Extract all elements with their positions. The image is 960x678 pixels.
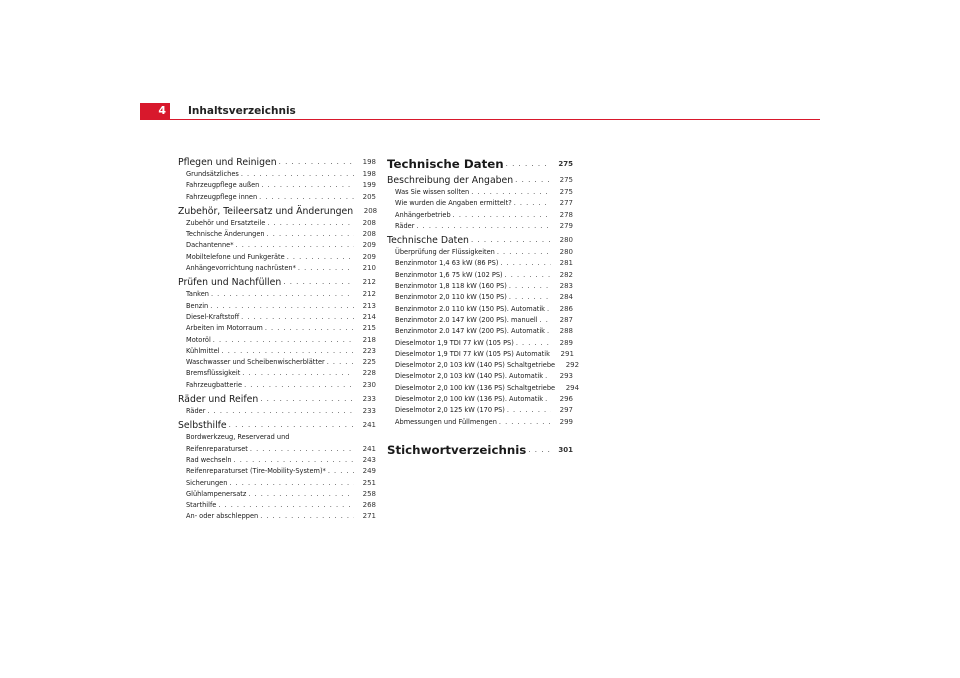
dot-leader: [241, 312, 354, 323]
toc-page-number: 297: [559, 406, 573, 415]
page-title: Inhaltsverzeichnis: [188, 105, 296, 117]
dot-leader: [471, 234, 551, 247]
toc-entry[interactable]: [387, 281, 573, 292]
toc-entry[interactable]: [178, 335, 376, 346]
toc-page-number: 288: [559, 327, 573, 336]
toc-page-number: 251: [362, 478, 376, 487]
spacer: [387, 428, 573, 440]
toc-entry[interactable]: [387, 405, 573, 416]
dot-leader: [516, 338, 551, 349]
toc-entry-label: Dieselmotor 2,0 100 kW (136 PS). Automatik: [395, 395, 544, 404]
toc-entry[interactable]: [178, 263, 376, 274]
toc-chapter-title: Stichwortverzeichnis: [387, 442, 527, 457]
toc-entry-label: Wie wurden die Angaben ermittelt?: [395, 199, 512, 208]
toc-right-column: [387, 154, 580, 458]
toc-entry-label: Waschwasser und Scheibenwischerblätter: [186, 358, 325, 367]
toc-page-number: 198: [362, 158, 376, 166]
toc-entry-label: Benzinmotor 2.0 147 kW (200 PS). manuell: [395, 315, 538, 324]
toc-page-number: 299: [559, 417, 573, 426]
toc-entry-label: Rad wechseln: [186, 455, 232, 464]
toc-entry[interactable]: [178, 500, 376, 511]
toc-entry[interactable]: [387, 326, 573, 337]
toc-entry-label: Glühlampenersatz: [186, 489, 247, 498]
dot-leader: [279, 156, 354, 169]
toc-page-number: 198: [362, 170, 376, 178]
toc-entry[interactable]: [178, 489, 376, 500]
toc-entry-label: Starthilfe: [186, 501, 217, 510]
dot-leader: [267, 229, 354, 240]
toc-page-number: 205: [362, 192, 376, 201]
toc-entry[interactable]: [387, 292, 573, 303]
toc-entry[interactable]: [178, 240, 376, 251]
toc-section[interactable]: [178, 419, 376, 432]
toc-page-number: 209: [362, 252, 376, 261]
toc-entry-label: Diesel-Kraftstoff: [186, 312, 240, 321]
dot-leader: [242, 368, 354, 379]
dot-leader: [260, 511, 354, 522]
toc-page-number: 241: [362, 444, 376, 453]
dot-leader: [298, 263, 354, 274]
header-divider: [140, 119, 820, 120]
toc-page-number: 212: [362, 290, 376, 299]
toc-page-number: 214: [362, 312, 376, 321]
dot-leader: [545, 394, 551, 405]
dot-leader: [500, 258, 551, 269]
toc-entry[interactable]: [178, 406, 376, 417]
toc-entry-label: Zubehör und Ersatzteile: [186, 218, 266, 227]
toc-page-number: 296: [559, 395, 573, 404]
toc-entry-label: An- oder abschleppen: [186, 512, 259, 521]
toc-entry-label: Fahrzeugpflege außen: [186, 181, 260, 190]
toc-entry[interactable]: [178, 380, 376, 391]
dot-leader: [248, 489, 354, 500]
dot-leader: [241, 169, 354, 180]
toc-entry-label: Tanken: [186, 290, 209, 299]
toc-page-number: 281: [559, 259, 573, 268]
dot-leader: [222, 346, 355, 357]
toc-entry-label: Benzin: [186, 301, 209, 310]
toc-entry-label: Räder: [395, 221, 415, 230]
toc-entry-label: Fahrzeugbatterie: [186, 380, 243, 389]
toc-entry[interactable]: [387, 383, 580, 394]
toc-page-number: 249: [362, 467, 376, 476]
dot-leader: [250, 444, 354, 455]
toc-entry[interactable]: [387, 187, 573, 198]
toc-entry[interactable]: [387, 304, 573, 315]
toc-page-number: 280: [559, 236, 573, 245]
toc-page-number: 233: [362, 395, 376, 404]
toc-entry-label: Abmessungen und Füllmengen: [395, 417, 497, 426]
toc-entry[interactable]: [387, 247, 573, 258]
toc-entry[interactable]: [178, 455, 376, 466]
toc-entry[interactable]: [178, 478, 376, 489]
toc-entry[interactable]: [387, 371, 573, 382]
toc-chapter-technische-daten[interactable]: [387, 156, 573, 172]
toc-entry-label: Bremsflüssigkeit: [186, 369, 241, 378]
toc-page-number: 275: [559, 176, 573, 184]
toc-entry[interactable]: [178, 346, 376, 357]
dot-leader: [229, 419, 354, 432]
toc-page-number: 213: [362, 301, 376, 310]
dot-leader: [547, 304, 551, 315]
toc-page-number: 292: [565, 361, 580, 370]
toc-page-number: 241: [362, 421, 376, 430]
toc-entry[interactable]: [387, 349, 573, 360]
toc-entry-label: Anhängevorrichtung nachrüsten*: [186, 264, 296, 273]
toc-entry-label: Kühlmittel: [186, 346, 220, 355]
toc-entry-label: Dieselmotor 2,0 125 kW (170 PS): [395, 406, 505, 415]
toc-page-number: 280: [559, 248, 573, 257]
toc-page-number: 294: [565, 383, 580, 392]
toc-page-number: 208: [362, 218, 376, 227]
toc-entry[interactable]: [178, 192, 376, 203]
toc-entry-label: Reifenreparaturset: [186, 444, 248, 453]
toc-page-number: 277: [559, 199, 573, 208]
dot-leader: [499, 417, 551, 428]
toc-entry-label: Räder und Reifen: [178, 394, 259, 406]
toc-entry-label: Arbeiten im Motorraum: [186, 324, 263, 333]
toc-entry-label: Technische Daten: [387, 235, 469, 247]
toc-entry-label: Dieselmotor 2,0 103 kW (140 PS) Schaltgetriebe: [395, 361, 556, 370]
toc-page-number: 279: [559, 221, 573, 230]
toc-page-number: 293: [559, 372, 573, 381]
dot-leader: [509, 292, 551, 303]
toc-entry-label: Überprüfung der Flüssigkeiten: [395, 248, 495, 257]
toc-page-number: 282: [559, 270, 573, 279]
dot-leader: [267, 218, 354, 229]
toc-entry-label: Benzinmotor 2.0 110 kW (150 PS). Automatik: [395, 304, 546, 313]
dot-leader: [547, 326, 551, 337]
dot-leader: [236, 240, 355, 251]
page-header: [140, 103, 820, 119]
toc-section[interactable]: [387, 174, 573, 187]
toc-entry-label: Prüfen und Nachfüllen: [178, 277, 282, 289]
toc-section[interactable]: [178, 393, 376, 406]
dot-leader: [207, 406, 354, 417]
toc-page-number: 209: [362, 241, 376, 250]
dot-leader: [211, 289, 354, 300]
dot-leader: [507, 405, 551, 416]
toc-page-number: 208: [363, 206, 378, 215]
toc-page-number: 212: [362, 278, 376, 287]
dot-leader: [416, 221, 551, 232]
toc-page-number: 286: [559, 304, 573, 313]
toc-entry[interactable]: [178, 169, 376, 180]
toc-chapter-title: Technische Daten: [387, 157, 504, 171]
toc-entry[interactable]: [387, 417, 573, 428]
toc-page-number: 301: [558, 445, 573, 454]
toc-page-number: 275: [558, 160, 573, 168]
dot-leader: [515, 174, 551, 187]
toc-page-number: 289: [559, 338, 573, 347]
toc-entry[interactable]: [387, 198, 573, 209]
toc-entry-label: Mobiltelefone und Funkgeräte: [186, 252, 285, 261]
dot-leader: [261, 180, 354, 191]
dot-leader: [497, 247, 551, 258]
toc-left-column: [178, 154, 376, 523]
dot-leader: [229, 478, 354, 489]
toc-entry-label: Fahrzeugpflege innen: [186, 192, 258, 201]
dot-leader: [218, 500, 354, 511]
toc-entry[interactable]: [387, 221, 573, 232]
dot-leader: [287, 252, 354, 263]
toc-entry-label: Grundsätzliches: [186, 170, 239, 178]
toc-entry-label: Beschreibung der Angaben: [387, 175, 514, 186]
toc-entry-label: Dieselmotor 2,0 100 kW (136 PS) Schaltgetriebe: [395, 383, 556, 392]
toc-entry-label: Sicherungen: [186, 478, 228, 487]
toc-page-number: 258: [362, 489, 376, 498]
dot-leader: [283, 276, 354, 289]
toc-page-number: 287: [559, 315, 573, 324]
toc-entry[interactable]: [178, 301, 376, 312]
toc-entry[interactable]: [178, 289, 376, 300]
toc-page-number: 275: [559, 188, 573, 196]
toc-page-number: 210: [362, 264, 376, 273]
toc-entry[interactable]: [178, 252, 376, 263]
dot-leader: [260, 393, 354, 406]
dot-leader: [505, 270, 551, 281]
dot-leader: [509, 281, 551, 292]
toc-page-number: 208: [362, 230, 376, 239]
dot-leader: [540, 315, 551, 326]
toc-page-number: 215: [362, 324, 376, 333]
dot-leader: [471, 187, 551, 198]
toc-page-number: 284: [559, 293, 573, 302]
toc-entry-label: Pflegen und Reinigen: [178, 157, 277, 168]
page-number: 4: [140, 103, 170, 119]
toc-page-number: 228: [362, 369, 376, 378]
toc-entry[interactable]: [387, 315, 573, 326]
toc-entry-label: Dieselmotor 1,9 TDI 77 kW (105 PS): [395, 338, 514, 347]
toc-entry-label: Benzinmotor 1,8 118 kW (160 PS): [395, 282, 507, 291]
toc-entry[interactable]: [178, 368, 376, 379]
dot-leader: [506, 156, 551, 172]
toc-page-number: 243: [362, 455, 376, 464]
dot-leader: [327, 357, 354, 368]
dot-leader: [545, 371, 551, 382]
toc-page-number: 283: [559, 282, 573, 291]
toc-entry[interactable]: [178, 444, 376, 455]
toc-entry-label: Benzinmotor 1,4 63 kW (86 PS): [395, 259, 499, 268]
dot-leader: [244, 380, 354, 391]
toc-section[interactable]: [387, 234, 573, 247]
toc-entry-label: Selbsthilfe: [178, 420, 227, 432]
dot-leader: [528, 442, 551, 458]
dot-leader: [265, 323, 354, 334]
dot-leader: [514, 198, 551, 209]
toc-entry-label-line1: Bordwerkzeug, Reserverad und: [186, 433, 290, 442]
toc-entry-label: Dieselmotor 1,9 TDI 77 kW (105 PS) Automatik: [395, 349, 550, 358]
toc-entry-label: Dieselmotor 2,0 103 kW (140 PS). Automatik: [395, 372, 544, 381]
toc-entry-label: Dachantenne*: [186, 241, 234, 250]
toc-entry[interactable]: [178, 229, 376, 240]
toc-entry-label: Benzinmotor 2.0 147 kW (200 PS). Automatik: [395, 327, 546, 336]
dot-leader: [259, 192, 354, 203]
toc-page-number: 271: [362, 512, 376, 521]
toc-entry[interactable]: [387, 360, 580, 371]
dot-leader: [210, 301, 354, 312]
toc-section[interactable]: [178, 205, 376, 218]
toc-entry-label: Benzinmotor 1,6 75 kW (102 PS): [395, 270, 503, 279]
toc-page-number: 223: [362, 346, 376, 355]
toc-entry-label: Benzinmotor 2,0 110 kW (150 PS): [395, 293, 507, 302]
toc-page-number: 230: [362, 380, 376, 389]
toc-entry[interactable]: [178, 466, 376, 477]
toc-entry[interactable]: [178, 357, 376, 368]
toc-entry[interactable]: [387, 394, 573, 405]
toc-entry[interactable]: [387, 270, 573, 281]
toc-section[interactable]: [178, 156, 376, 169]
toc-entry-label: Räder: [186, 407, 206, 416]
dot-leader: [234, 455, 354, 466]
toc-entry-label: Zubehör, Teileersatz und Änderungen: [178, 205, 354, 217]
dot-leader: [328, 466, 354, 477]
toc-entry[interactable]: [178, 312, 376, 323]
toc-page-number: 268: [362, 501, 376, 510]
dot-leader: [213, 335, 354, 346]
toc-entry[interactable]: [178, 218, 376, 229]
toc-page-number: 218: [362, 335, 376, 344]
toc-entry-label: Motoröl: [186, 335, 211, 344]
toc-entry[interactable]: [178, 511, 376, 522]
toc-entry[interactable]: [178, 323, 376, 334]
toc-entry[interactable]: [387, 338, 573, 349]
toc-page-number: 278: [559, 210, 573, 219]
toc-chapter-stichwortverzeichnis[interactable]: [387, 442, 573, 458]
toc-page-number: 199: [362, 181, 376, 190]
toc-entry-label: Was Sie wissen sollten: [395, 188, 470, 196]
toc-page-number: 233: [362, 407, 376, 416]
toc-section[interactable]: [178, 276, 376, 289]
toc-entry[interactable]: [178, 180, 376, 191]
toc-entry-label: Technische Änderungen: [186, 230, 265, 239]
toc-entry-label: Anhängerbetrieb: [395, 210, 451, 219]
dot-leader: [453, 210, 551, 221]
toc-entry[interactable]: [387, 258, 573, 269]
toc-entry[interactable]: [387, 210, 573, 221]
toc-entry-label: Reifenreparaturset (Tire-Mobility-System)*: [186, 467, 326, 476]
toc-page-number: 225: [362, 358, 376, 367]
toc-page-number: 291: [560, 349, 574, 358]
